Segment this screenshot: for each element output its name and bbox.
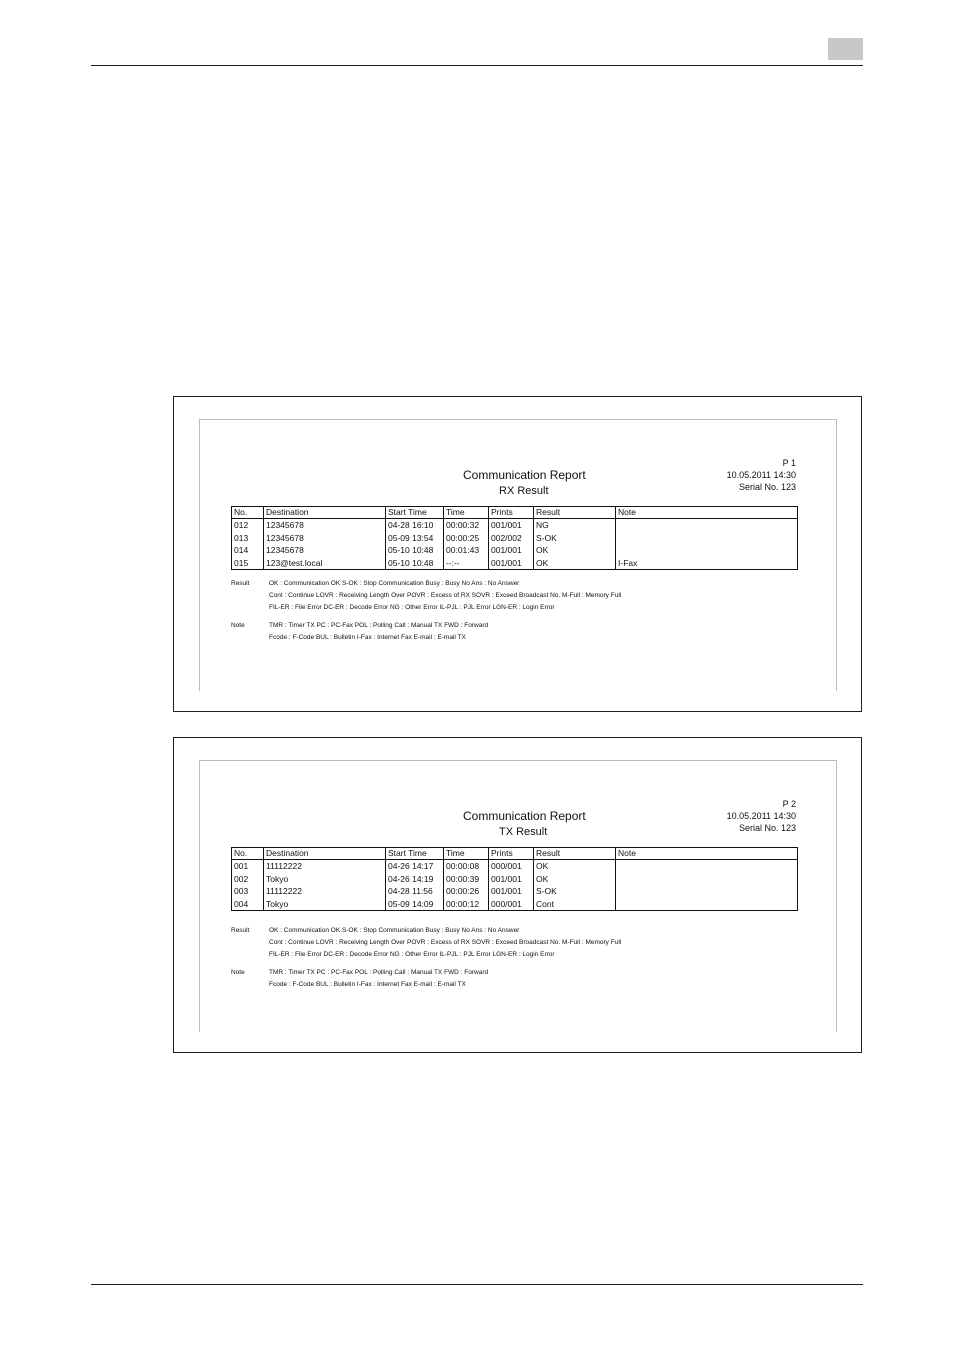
legend-note-label: Note — [231, 969, 245, 976]
report-datetime: 10.05.2011 14:30 — [726, 811, 796, 821]
legend-result-line: Cont : Continue LOVR : Receiving Length Over POVR : Excess of RX SOVR : Exceed Broadcast No. M-Full : Memory Full — [269, 592, 622, 599]
table-row — [232, 519, 798, 532]
cell-start-time: 05-10 10:48 — [386, 557, 444, 570]
cell-note — [616, 532, 798, 545]
cell-time: 00:00:26 — [444, 885, 489, 898]
column-header: Start Time — [386, 507, 444, 519]
cell-no: 015 — [232, 557, 264, 570]
serial-number: Serial No. 123 — [738, 482, 796, 492]
cell-destination: 11112222 — [264, 860, 386, 873]
cell-result: OK — [534, 544, 616, 557]
cell-start-time: 04-26 14:19 — [386, 873, 444, 886]
cell-no: 014 — [232, 544, 264, 557]
cell-no: 001 — [232, 860, 264, 873]
cell-prints: 000/001 — [489, 898, 534, 911]
table-row — [232, 544, 798, 557]
table-row — [232, 557, 798, 570]
cell-start-time: 04-26 14:17 — [386, 860, 444, 873]
cell-note — [616, 898, 798, 911]
cell-prints: 001/001 — [489, 557, 534, 570]
table-row — [232, 860, 798, 873]
table-row — [232, 532, 798, 545]
communication-table — [231, 506, 798, 570]
column-header: No. — [232, 507, 264, 519]
legend-result-line: FIL-ER : File Error DC-ER : Decode Error NG : Other Error IL-PJL : PJL Error LGN-ER : Login Error — [269, 604, 555, 611]
column-header: Start Time — [386, 848, 444, 860]
cell-destination: 123@test.local — [264, 557, 386, 570]
cell-note — [616, 544, 798, 557]
cell-no: 004 — [232, 898, 264, 911]
report-title: Communication Report — [463, 809, 586, 823]
page-number: P 2 — [782, 799, 796, 809]
column-header: No. — [232, 848, 264, 860]
cell-note — [616, 885, 798, 898]
communication-table — [231, 847, 798, 911]
report-sheet — [199, 419, 837, 691]
cell-no: 002 — [232, 873, 264, 886]
cell-destination: Tokyo — [264, 873, 386, 886]
cell-result: Cont — [534, 898, 616, 911]
legend-note-line: Fcode : F-Code BUL : Bulletin I-Fax : Internet Fax E-mail : E-mail TX — [269, 634, 466, 641]
legend-result-line: OK : Communication OK S-OK : Stop Communication Busy : Busy No Ans : No Answer — [269, 580, 520, 587]
cell-note — [616, 860, 798, 873]
cell-prints: 001/001 — [489, 519, 534, 532]
column-header: Result — [534, 507, 616, 519]
report-subtitle: TX Result — [499, 826, 548, 838]
tx-report-figure — [173, 737, 862, 1053]
report-sheet — [199, 760, 837, 1032]
cell-destination: 12345678 — [264, 532, 386, 545]
cell-prints: 001/001 — [489, 544, 534, 557]
legend-note-line: TMR : Timer TX PC : PC-Fax POL : Polling Call : Manual TX FWD : Forward — [269, 969, 489, 976]
cell-result: OK — [534, 860, 616, 873]
column-header: Destination — [264, 848, 386, 860]
table-row — [232, 873, 798, 886]
table-row — [232, 898, 798, 911]
cell-no: 003 — [232, 885, 264, 898]
cell-time: 00:00:12 — [444, 898, 489, 911]
legend-result-line: OK : Communication OK S-OK : Stop Communication Busy : Busy No Ans : No Answer — [269, 927, 520, 934]
cell-note — [616, 519, 798, 532]
cell-time: 00:00:32 — [444, 519, 489, 532]
cell-time: 00:00:25 — [444, 532, 489, 545]
cell-time: 00:01:43 — [444, 544, 489, 557]
legend-note-line: Fcode : F-Code BUL : Bulletin I-Fax : Internet Fax E-mail : E-mail TX — [269, 981, 466, 988]
cell-start-time: 04-28 11:56 — [386, 885, 444, 898]
page-tab-marker — [828, 38, 863, 60]
table-row — [232, 885, 798, 898]
cell-prints: 001/001 — [489, 873, 534, 886]
cell-prints: 000/001 — [489, 860, 534, 873]
cell-time: --:-- — [444, 557, 489, 570]
column-header: Note — [616, 507, 798, 519]
cell-note — [616, 873, 798, 886]
cell-start-time: 04-28 16:10 — [386, 519, 444, 532]
header-rule — [91, 65, 863, 66]
legend-result-line: FIL-ER : File Error DC-ER : Decode Error NG : Other Error IL-PJL : PJL Error LGN-ER : Login Error — [269, 951, 555, 958]
legend-result-label: Result — [231, 927, 250, 934]
cell-start-time: 05-09 13:54 — [386, 532, 444, 545]
column-header: Time — [444, 848, 489, 860]
table-header-row — [232, 848, 798, 860]
cell-no: 012 — [232, 519, 264, 532]
column-header: Prints — [489, 848, 534, 860]
legend-note-line: TMR : Timer TX PC : PC-Fax POL : Polling Call : Manual TX FWD : Forward — [269, 622, 489, 629]
cell-result: S-OK — [534, 532, 616, 545]
cell-destination: 12345678 — [264, 519, 386, 532]
footer-rule — [91, 1284, 863, 1285]
serial-number: Serial No. 123 — [738, 823, 796, 833]
cell-result: OK — [534, 873, 616, 886]
column-header: Note — [616, 848, 798, 860]
column-header: Result — [534, 848, 616, 860]
cell-destination: 12345678 — [264, 544, 386, 557]
cell-result: S-OK — [534, 885, 616, 898]
cell-note: I-Fax — [616, 557, 798, 570]
cell-no: 013 — [232, 532, 264, 545]
page-number: P 1 — [782, 458, 796, 468]
cell-time: 00:00:08 — [444, 860, 489, 873]
cell-prints: 001/001 — [489, 885, 534, 898]
report-subtitle: RX Result — [499, 485, 549, 497]
legend-note-label: Note — [231, 622, 245, 629]
cell-start-time: 05-10 10:48 — [386, 544, 444, 557]
cell-destination: Tokyo — [264, 898, 386, 911]
report-datetime: 10.05.2011 14:30 — [726, 470, 796, 480]
column-header: Prints — [489, 507, 534, 519]
cell-result: NG — [534, 519, 616, 532]
cell-prints: 002/002 — [489, 532, 534, 545]
table-header-row — [232, 507, 798, 519]
cell-destination: 11112222 — [264, 885, 386, 898]
cell-time: 00:00:39 — [444, 873, 489, 886]
legend-result-label: Result — [231, 580, 250, 587]
report-title: Communication Report — [463, 468, 586, 482]
cell-start-time: 05-09 14:09 — [386, 898, 444, 911]
cell-result: OK — [534, 557, 616, 570]
column-header: Destination — [264, 507, 386, 519]
rx-report-figure — [173, 396, 862, 712]
column-header: Time — [444, 507, 489, 519]
legend-result-line: Cont : Continue LOVR : Receiving Length Over POVR : Excess of RX SOVR : Exceed Broadcast No. M-Full : Memory Full — [269, 939, 622, 946]
